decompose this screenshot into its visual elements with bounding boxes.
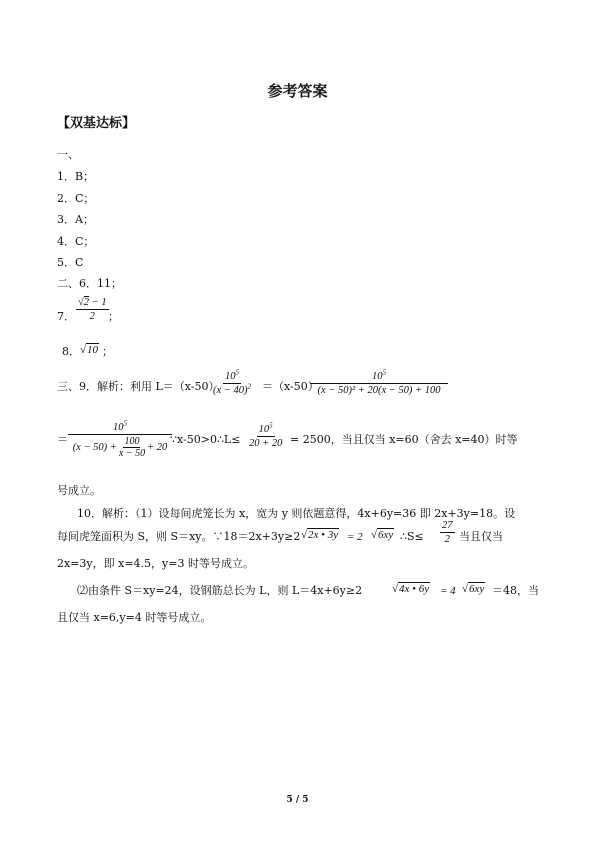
answer-9-f3-den-b: + 20 bbox=[147, 442, 168, 453]
answer-10-radicand-4: 6xy bbox=[469, 583, 485, 595]
answer-7-label: 7． bbox=[57, 310, 75, 323]
answer-9-fraction-4 bbox=[249, 421, 283, 449]
page-number: 5 / 5 bbox=[286, 795, 309, 805]
answer-10-line2-a: 每间虎笼面积为 S，则 S＝xy。∵18＝2x+3y≥2 bbox=[57, 530, 301, 543]
answer-10-line1: 10．解析：（1）设每间虎笼长为 x，宽为 y 则依题意得，4x+6y=36 即 2x+3y=18。设 bbox=[77, 507, 516, 520]
answer-9-f4-num: 10 bbox=[258, 424, 270, 435]
answer-7-radicand: 2 bbox=[83, 297, 90, 308]
answer-10-radicand-3: 4x • 6y bbox=[399, 583, 430, 595]
answer-9-f3-den-a: (x − 50) + bbox=[72, 442, 117, 453]
answer-9-f2-num: 10 bbox=[372, 371, 383, 382]
answer-10-line2-eq: = 2 bbox=[347, 531, 363, 543]
answer-10-line3: 2x=3y，即 x=4.5，y=3 时等号成立。 bbox=[57, 557, 254, 570]
answer-10-frac-num: 27 bbox=[442, 520, 453, 531]
answer-8-radical: √10 bbox=[80, 344, 99, 356]
answer-10-line4-a: ⑵由条件 S＝xy=24，设钢筋总长为 L，则 L＝4x+6y≥2 bbox=[77, 584, 363, 597]
answer-9-f2-num-exp: 5 bbox=[382, 368, 386, 377]
answer-2: 2．C； bbox=[57, 192, 95, 205]
answer-4: 4．C； bbox=[57, 235, 95, 248]
answer-10-radical-1: √2x • 3y bbox=[301, 529, 339, 541]
answer-10-radicand-1: 2x • 3y bbox=[308, 529, 339, 541]
answer-9-f1-num: 10 bbox=[225, 371, 236, 382]
answer-10-radicand-2: 6xy bbox=[378, 529, 394, 541]
answer-9-fraction-3 bbox=[68, 419, 172, 459]
answer-9-f3-inner-num: 100 bbox=[124, 436, 140, 447]
answer-10-frac-den: 2 bbox=[444, 534, 450, 545]
answer-10-radical-2: √6xy bbox=[371, 529, 394, 541]
answer-9-prefix: 三、9．解析：利用 L＝（x-50） bbox=[57, 380, 220, 393]
answer-9-f1-den: (x − 40) bbox=[213, 385, 248, 396]
answer-8-tail: ； bbox=[102, 345, 113, 358]
answer-7-denominator: 2 bbox=[89, 311, 95, 322]
answer-8-radicand: 10 bbox=[87, 344, 99, 356]
answer-10-line2-c: 当且仅当 bbox=[459, 530, 503, 543]
answer-5: 5．C bbox=[57, 256, 84, 269]
page-title: 参考答案 bbox=[267, 82, 328, 100]
answer-9-f3-num-exp: 5 bbox=[123, 419, 127, 428]
section-heading: 【双基达标】 bbox=[57, 116, 136, 131]
answer-7-tail: ； bbox=[108, 310, 119, 323]
answer-9-fraction-2 bbox=[310, 368, 448, 396]
answer-9-line3: 号成立。 bbox=[57, 484, 101, 497]
answer-9-f1-num-exp: 5 bbox=[235, 368, 239, 377]
answer-9-line2-equals: ＝ bbox=[57, 433, 68, 446]
answer-10-line5: 且仅当 x=6,y=4 时等号成立。 bbox=[57, 611, 212, 624]
answer-10-fraction bbox=[440, 520, 455, 545]
answer-8-label: 8． bbox=[62, 345, 80, 358]
answer-6: 二、6．11； bbox=[57, 277, 122, 290]
answer-1: 1．B； bbox=[57, 170, 95, 183]
answer-9-f4-num-exp: 5 bbox=[269, 421, 273, 430]
answer-9-f1-den-exp: 2 bbox=[247, 382, 251, 391]
answer-9-f3-num: 10 bbox=[113, 422, 124, 433]
answer-10-radical-3: √4x • 6y bbox=[392, 583, 430, 595]
answer-9-f2-den: (x − 50)² + 20(x − 50) + 100 bbox=[317, 385, 441, 396]
answer-10-line4-eq: = 4 bbox=[440, 585, 456, 597]
answer-9-equals: ＝（x-50） bbox=[262, 380, 319, 393]
answer-9-f4-den: 20 + 20 bbox=[249, 438, 283, 449]
answer-9-fraction-1 bbox=[213, 368, 251, 396]
answer-9-condition: ∵x-50>0∴L≤ bbox=[170, 433, 241, 446]
answer-9-result: = 2500，当且仅当 x=60（舍去 x=40）时等 bbox=[290, 433, 518, 446]
part-one-header: 一、 bbox=[57, 148, 79, 161]
answer-10-line4-b: ＝48，当 bbox=[492, 584, 539, 597]
answer-7-fraction: $\frac{√2 - 1}{2}$ bbox=[78, 297, 107, 322]
answer-9-f3-inner-den: x − 50 bbox=[118, 448, 146, 459]
answer-10-radical-4: √6xy bbox=[462, 583, 485, 595]
answer-10-line2-b: ∴S≤ bbox=[400, 530, 424, 543]
answer-3: 3．A； bbox=[57, 213, 94, 226]
answer-7-numerator-rest: − 1 bbox=[89, 297, 107, 308]
